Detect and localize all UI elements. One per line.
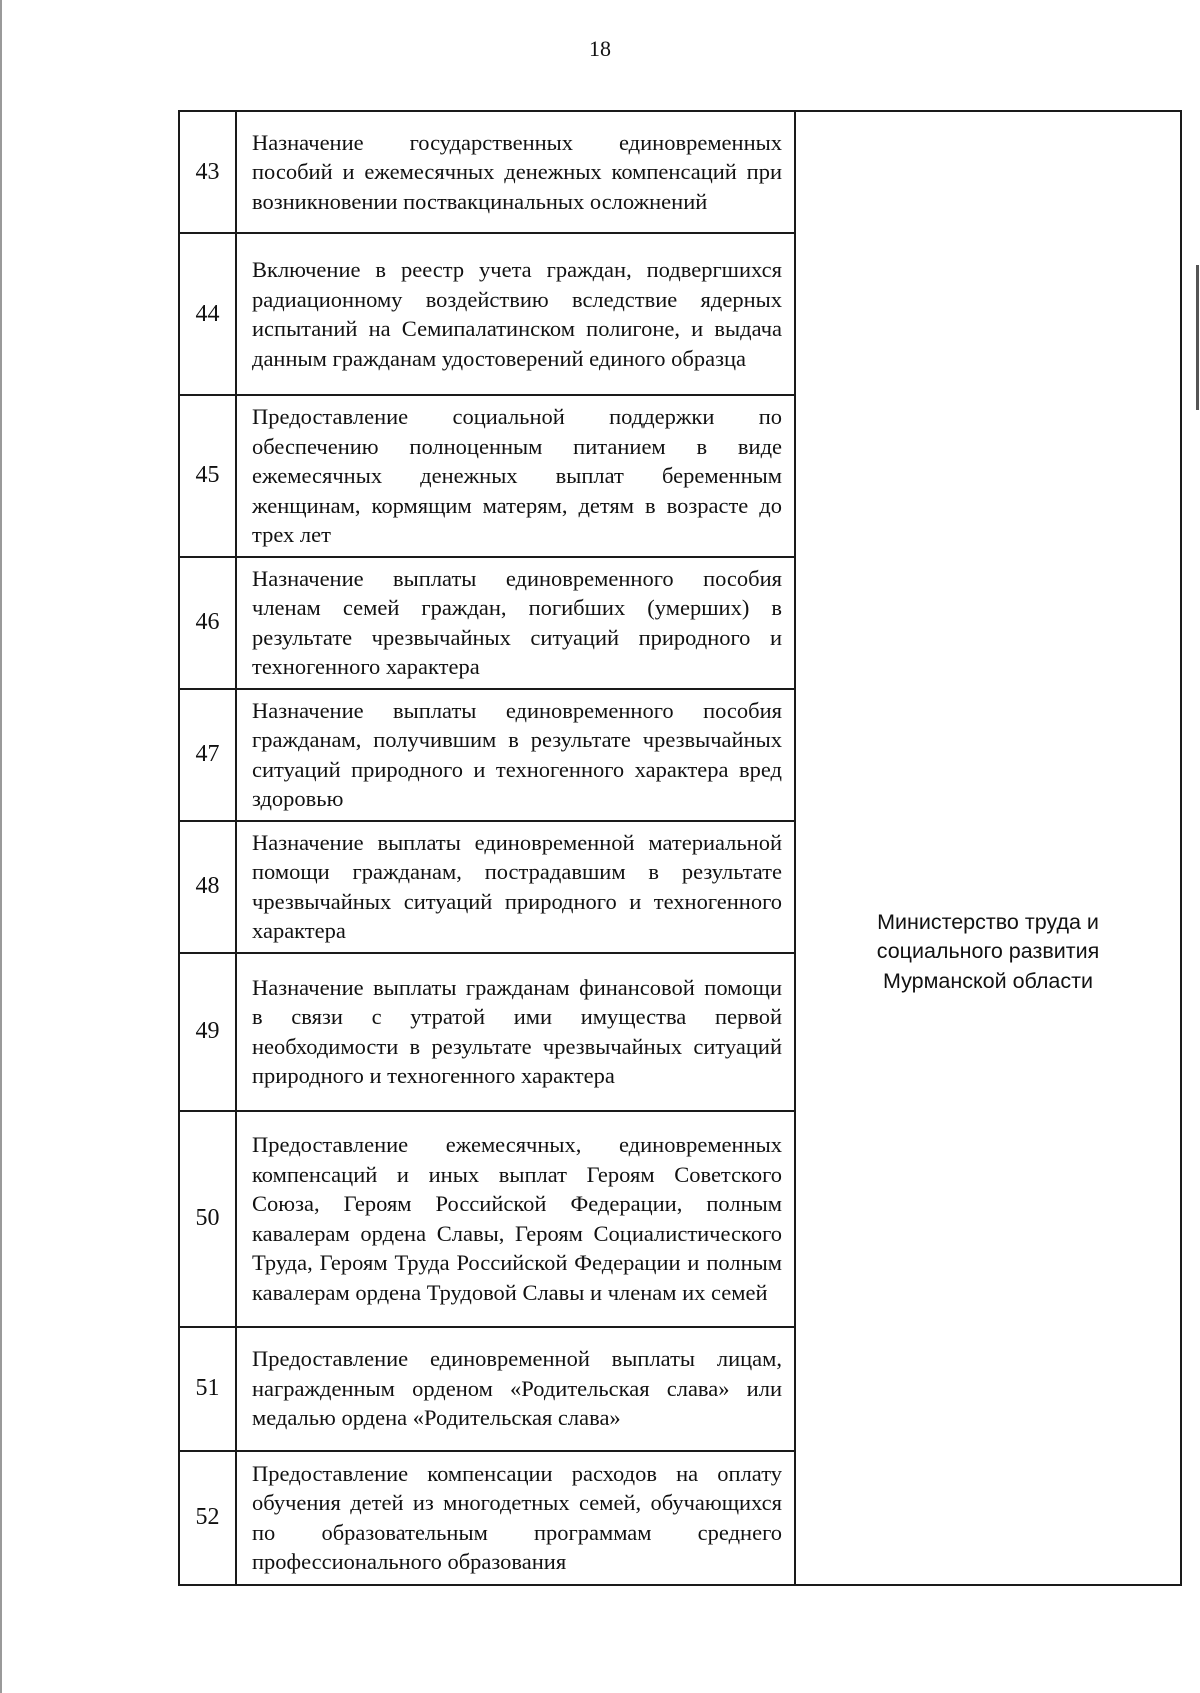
- scan-left-edge: [0, 0, 2, 1693]
- row-number: 45: [179, 395, 236, 557]
- scan-right-edge-mark: [1196, 265, 1199, 410]
- service-text: Предоставление единовременной выплаты лицам, награжденным орденом «Родительская слава» или медалью ордена «Родительская слава»: [252, 1346, 782, 1431]
- row-number: 46: [179, 557, 236, 689]
- service-text: Назначение выплаты гражданам финансовой помощи в связи с утратой ими имущества первой необходимости в результате чрезвычайных ситуаций природного и техногенного характера: [252, 974, 782, 1088]
- table-row: [179, 111, 1181, 233]
- service-text: Назначение выплаты единовременного пособия членам семей граждан, погибших (умерших) в результате чрезвычайных ситуаций природного и техногенного характера: [252, 565, 782, 679]
- row-number: 44: [179, 233, 236, 395]
- service-description: [236, 111, 795, 233]
- row-number: 52: [179, 1451, 236, 1585]
- service-text: Предоставление социальной поддержки по обеспечению полноценным питанием в виде ежемесячных денежных выплат беременным женщинам, кормящим матерям, детям в возрасте до трех лет: [252, 404, 782, 547]
- service-description: [236, 1327, 795, 1451]
- ministry-line: Министерство труда и: [877, 909, 1099, 934]
- service-description: [236, 1111, 795, 1327]
- row-number: 49: [179, 953, 236, 1111]
- row-number: 48: [179, 821, 236, 953]
- service-description: [236, 395, 795, 557]
- service-text: Включение в реестр учета граждан, подвергшихся радиационному воздействию вследствие ядерных испытаний на Семипалатинском полигоне, и выдача данным гражданам удостоверений единого образца: [252, 257, 782, 371]
- service-text: Предоставление ежемесячных, единовременных компенсаций и иных выплат Героям Советского Союза, Героям Российской Федерации, полным кавалерам ордена Славы, Героям Социалистического Труда, Героям Труда Российской Федерации и полным кавалерам ордена Трудовой Славы и членам их семей: [252, 1132, 782, 1305]
- service-text: Назначение государственных единовременных пособий и ежемесячных денежных компенсаций при возникновении поствакцинальных осложнений: [252, 129, 782, 214]
- responsible-ministry: [795, 111, 1181, 1585]
- row-number: 43: [179, 111, 236, 233]
- service-text: Назначение выплаты единовременного пособия гражданам, получившим в результате чрезвычайных ситуаций природного и техногенного характера вред здоровью: [252, 697, 782, 811]
- page-number: 18: [589, 36, 611, 61]
- service-description: [236, 557, 795, 689]
- service-description: [236, 953, 795, 1111]
- services-table: [178, 110, 1182, 1586]
- row-number: 50: [179, 1111, 236, 1327]
- service-text: Предоставление компенсации расходов на оплату обучения детей из многодетных семей, обучающихся по образовательным программам среднего профессионального образования: [252, 1460, 782, 1574]
- service-text: Назначение выплаты единовременной материальной помощи гражданам, пострадавшим в результате чрезвычайных ситуаций природного и техногенного характера: [252, 829, 782, 943]
- service-description: [236, 233, 795, 395]
- row-number: 47: [179, 689, 236, 821]
- service-description: [236, 689, 795, 821]
- ministry-line: социального развития: [876, 939, 1100, 963]
- service-description: [236, 1451, 795, 1585]
- row-number: 51: [179, 1327, 236, 1451]
- ministry-line: Мурманской области: [883, 968, 1093, 993]
- service-description: [236, 821, 795, 953]
